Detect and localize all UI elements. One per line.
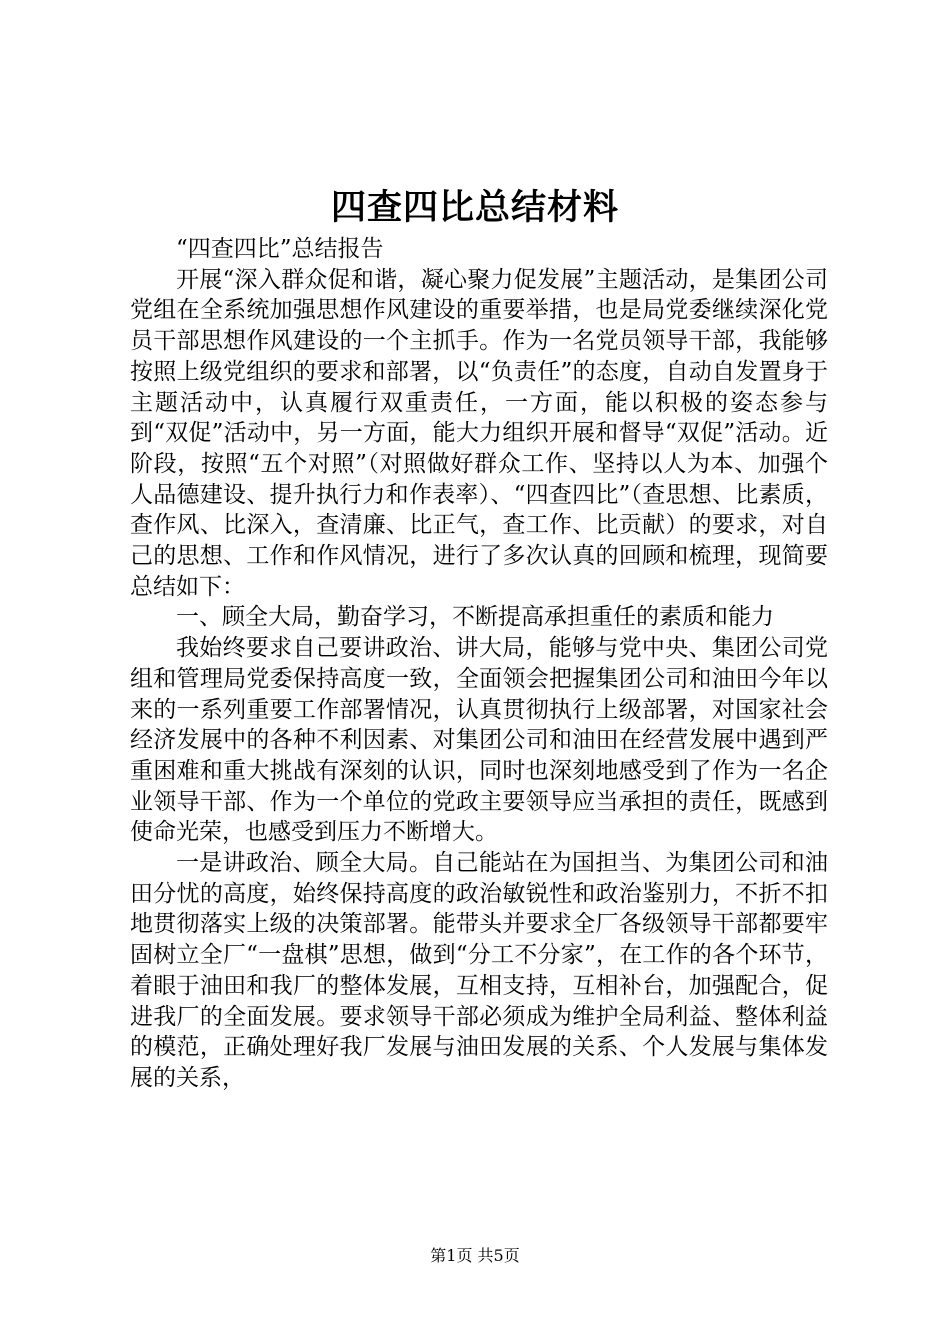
paragraph-section-1: 我始终要求自己要讲政治、讲大局，能够与党中央、集团公司党组和管理局党委保持高度一致，全面领会把握集团公司和油田今年以来的一系列重要工作部署情况，认真贯彻执行上级部署，对国家社会经济发展中的各种不利因素、对集团公司和油田在经营发展中遇到严重困难和重大挑战有深刻的认识，同时也深刻地感受到了作为一名企业领导干部、作为一个单位的党政主要领导应当承担的责任，既感到使命光荣，也感受到压力不断增大。	[130, 635, 828, 846]
document-body	[130, 234, 828, 1094]
paragraph-point-1: 一是讲政治、顾全大局。自己能站在为国担当、为集团公司和油田分忧的高度，始终保持高度的政治敏锐性和政治鉴别力，不折不扣地贯彻落实上级的决策部署。能带头并要求全厂各级领导干部都要牢固树立全厂“一盘棋”思想，做到“分工不分家”，在工作的各个环节，着眼于油田和我厂的整体发展，互相支持，互相补台，加强配合，促进我厂的全面发展。要求领导干部必须成为维护全局利益、整体利益的模范，正确处理好我厂发展与油田发展的关系、个人发展与集体发展的关系，	[130, 850, 828, 1091]
paragraph-intro: 开展“深入群众促和谐，凝心聚力促发展”主题活动，是集团公司党组在全系统加强思想作风建设的重要举措，也是局党委继续深化党员干部思想作风建设的一个主抓手。作为一名党员领导干部，我能够按照上级党组织的要求和部署，以“负责任”的态度，自动自发置身于主题活动中，认真履行双重责任，一方面，能以积极的姿态参与到“双促”活动中，另一方面，能大力组织开展和督导“双促”活动。近阶段，按照“五个对照”（对照做好群众工作、坚持以人为本、加强个人品德建设、提升执行力和作表率）、“四查四比”（查思想、比素质，查作风、比深入，查清廉、比正气，查工作、比贡献）的要求，对自己的思想、工作和作风情况，进行了多次认真的回顾和梳理，现简要总结如下：	[130, 266, 828, 600]
section-heading-1: 一、顾全大局，勤奋学习，不断提高承担重任的素质和能力	[176, 604, 774, 631]
report-subtitle: “四查四比”总结报告	[176, 236, 384, 262]
page-number-footer: 第1页 共5页	[430, 1246, 520, 1265]
document-title: 四查四比总结材料	[330, 187, 619, 228]
